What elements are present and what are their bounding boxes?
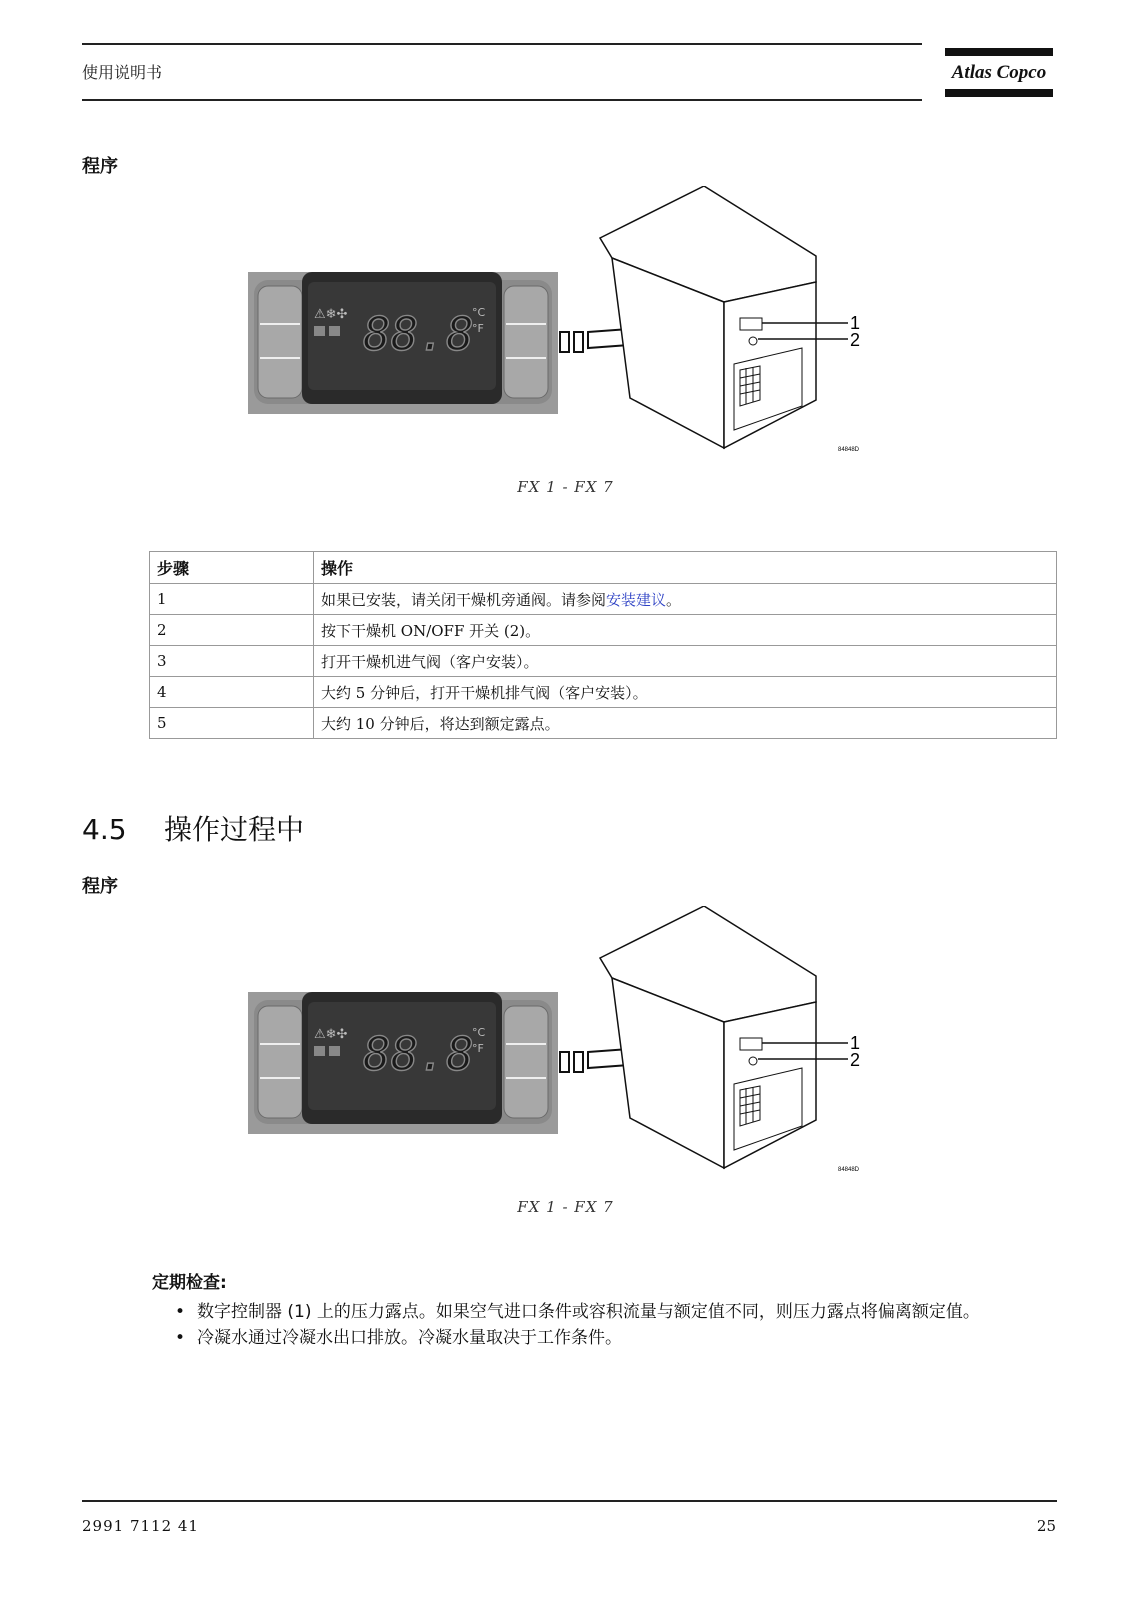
table-cell-action: 打开干燥机进气阀（客户安装）。 bbox=[314, 646, 1057, 677]
svg-text:84848D: 84848D bbox=[838, 1167, 860, 1173]
header-title: 使用说明书 bbox=[82, 63, 163, 82]
controller-figure-2 bbox=[248, 906, 888, 1186]
callout-2: 2 bbox=[850, 330, 861, 350]
doc-number: 2991 7112 41 bbox=[82, 1517, 199, 1535]
list-item: • 冷凝水通过冷凝水出口排放。冷凝水量取决于工作条件。 bbox=[175, 1328, 622, 1348]
svg-text:⚠❄✣: ⚠❄✣ bbox=[314, 1027, 348, 1042]
checks-title: 定期检查: bbox=[152, 1273, 227, 1293]
figure-code: 84848D bbox=[838, 447, 860, 453]
table-row bbox=[150, 677, 1057, 708]
svg-text:°C: °C bbox=[472, 1026, 486, 1039]
table-header-action: 操作 bbox=[314, 552, 1057, 584]
table-cell-action: 按下干燥机 ON/OFF 开关 (2)。 bbox=[314, 615, 1057, 646]
table-row bbox=[150, 646, 1057, 677]
svg-text:88.8: 88.8 bbox=[363, 1027, 474, 1081]
table-row bbox=[150, 708, 1057, 739]
header-bottom-rule bbox=[82, 99, 922, 101]
svg-text:1: 1 bbox=[850, 1033, 861, 1053]
section1-label: 程序 bbox=[82, 156, 118, 177]
svg-text:Atlas Copco: Atlas Copco bbox=[951, 62, 1047, 83]
section2-label: 程序 bbox=[82, 876, 118, 897]
table-row bbox=[150, 584, 1057, 615]
table-cell-action: 如果已安装，请关闭干燥机旁通阀。请参阅安装建议。 bbox=[314, 584, 1057, 615]
display-digits: 88.8 bbox=[363, 307, 474, 361]
table-row bbox=[150, 615, 1057, 646]
header-top-rule bbox=[82, 43, 922, 45]
steps-table bbox=[149, 551, 1057, 739]
section-heading bbox=[82, 808, 304, 848]
svg-text:°F: °F bbox=[472, 1042, 484, 1055]
callout-1: 1 bbox=[850, 313, 861, 333]
table-cell-step: 2 bbox=[150, 615, 314, 646]
svg-text:⚠❄✣: ⚠❄✣ bbox=[314, 307, 348, 322]
svg-text:2: 2 bbox=[850, 1050, 861, 1070]
bullet-icon: • bbox=[175, 1328, 186, 1348]
installation-advice-link[interactable]: 安装建议 bbox=[606, 590, 667, 609]
checks-list bbox=[175, 1300, 1055, 1352]
table-header-row bbox=[150, 552, 1057, 584]
controller-figure-1 bbox=[248, 186, 888, 466]
table-cell-action: 大约 5 分钟后，打开干燥机排气阀（客户安装）。 bbox=[314, 677, 1057, 708]
figure-caption-1: FX 1 - FX 7 bbox=[517, 478, 614, 496]
table-cell-step: 1 bbox=[150, 584, 314, 615]
figure-caption-2: FX 1 - FX 7 bbox=[517, 1198, 614, 1216]
table-cell-action: 大约 10 分钟后，将达到额定露点。 bbox=[314, 708, 1057, 739]
page-number: 25 bbox=[1036, 1517, 1056, 1535]
footer-rule bbox=[82, 1500, 1057, 1502]
svg-text:°C: °C bbox=[472, 306, 486, 319]
bullet-icon: • bbox=[175, 1302, 186, 1322]
table-cell-step: 3 bbox=[150, 646, 314, 677]
list-item: • 数字控制器 (1) 上的压力露点。如果空气进口条件或容积流量与额定值不同，则压力露点将偏离额定值。 bbox=[175, 1302, 980, 1322]
table-cell-step: 4 bbox=[150, 677, 314, 708]
table-header-step: 步骤 bbox=[150, 552, 314, 584]
svg-text:°F: °F bbox=[472, 322, 484, 335]
table-cell-step: 5 bbox=[150, 708, 314, 739]
section-number: 4.5 bbox=[82, 813, 127, 846]
section-title: 操作过程中 bbox=[164, 813, 305, 846]
atlas-copco-logo bbox=[945, 45, 1053, 101]
